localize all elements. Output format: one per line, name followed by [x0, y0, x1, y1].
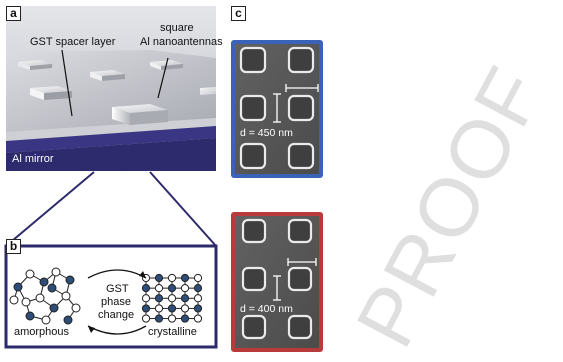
nanoantenna-square [243, 220, 265, 242]
crystal-atom [194, 285, 201, 292]
crystal-atom [194, 274, 201, 281]
proof-watermark: PROOF [339, 52, 562, 362]
nanoantenna-square [289, 316, 311, 338]
crystal-atom [168, 295, 175, 302]
crystal-atom [142, 305, 149, 312]
nanoantenna-square [243, 316, 265, 338]
crystal-atom [142, 285, 149, 292]
gst-spacer-label: GST spacer layer [30, 36, 116, 48]
nanoantenna-square [241, 96, 265, 120]
nanoantenna-square [289, 96, 313, 120]
amorphous-label: amorphous [14, 326, 70, 338]
crystal-atom [168, 305, 175, 312]
crystal-atom [155, 315, 162, 322]
crystal-atom [142, 315, 149, 322]
crystal-atom [194, 315, 201, 322]
crystal-atom [181, 315, 188, 322]
sem-image-top [231, 40, 323, 178]
nanoantenna-square [243, 268, 265, 290]
change-text: change [98, 309, 135, 321]
crystal-atom [181, 305, 188, 312]
zoom-connector [6, 164, 216, 247]
crystal-atom [194, 295, 201, 302]
spacing-label-bottom: d = 400 nm [240, 303, 293, 315]
crystal-atom [155, 285, 162, 292]
crystal-atom [194, 305, 201, 312]
crystal-atom [181, 285, 188, 292]
phase-text: phase [101, 296, 131, 308]
crystal-atom [155, 295, 162, 302]
panel-label-c: c [231, 6, 246, 21]
crystal-atom [168, 315, 175, 322]
sem-image-bottom [231, 212, 323, 352]
spacing-label-top: d = 450 nm [240, 127, 293, 139]
crystal-atom [155, 274, 162, 281]
crystal-atom [142, 295, 149, 302]
crystal-atom [168, 274, 175, 281]
crystal-atom [155, 305, 162, 312]
nanoantenna-square [289, 220, 311, 242]
crystal-atom [181, 295, 188, 302]
nanoantenna-square [241, 48, 265, 72]
panel-label-b: b [6, 239, 21, 254]
nanoantenna-square [289, 144, 313, 168]
antenna-label-line1: square [160, 22, 194, 34]
al-mirror-label: Al mirror [12, 153, 54, 165]
crystal-atom [168, 285, 175, 292]
crystal-atom [181, 274, 188, 281]
nanoantenna-square [241, 144, 265, 168]
gst-text: GST [106, 283, 129, 295]
nanoantenna-square [289, 268, 311, 290]
antenna-label-line2: Al nanoantennas [140, 36, 223, 48]
panel-label-a: a [6, 6, 21, 21]
nanoantenna-square [289, 48, 313, 72]
crystalline-label: crystalline [148, 326, 197, 338]
